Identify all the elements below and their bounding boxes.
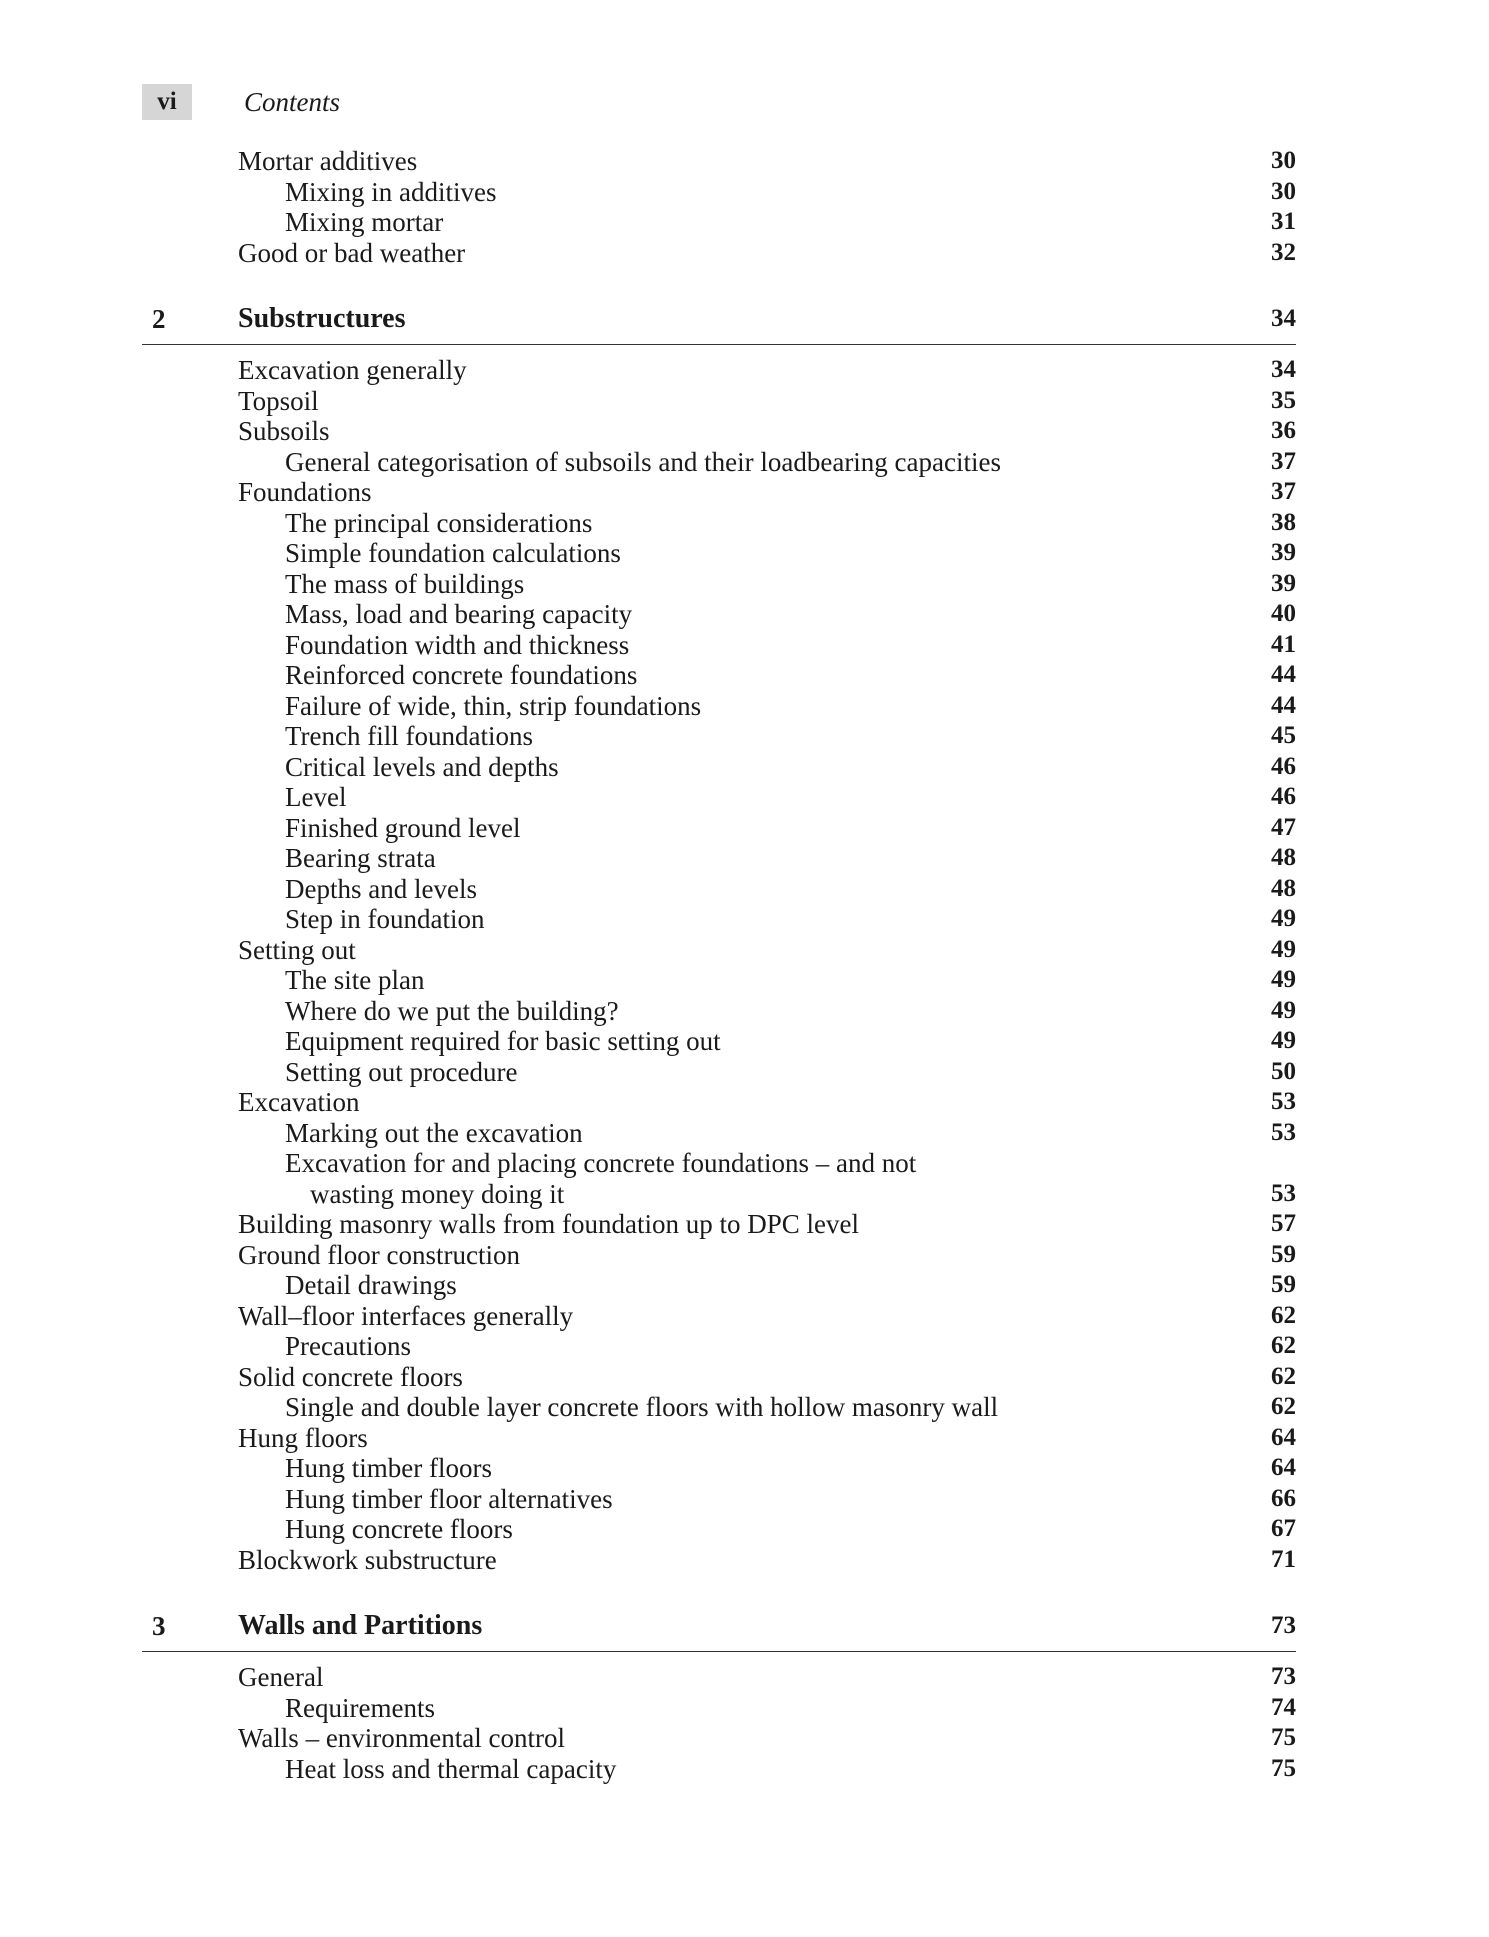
toc-entry-title: Walls – environmental control [238,1723,565,1753]
toc-entry-title: Failure of wide, thin, strip foundations [285,690,702,721]
toc-entry-title: Bearing strata [285,843,436,873]
toc-entry [0,874,1489,905]
toc-entry-page: 49 [1271,905,1296,932]
toc-entry [0,1392,1489,1423]
toc-entry-title: Detail drawings [285,1270,457,1300]
toc-entry-title: Subsoils [238,416,330,446]
toc-entry-page: 39 [1271,539,1296,566]
toc-entry-title: Excavation generally [238,355,467,385]
toc-entry [0,1693,1489,1724]
toc-entry-page: 31 [1271,208,1296,235]
toc-entry-title: Step in foundation [285,904,485,934]
toc-entry-title: Depths and levels [285,873,477,904]
chapter-heading [142,298,1296,345]
toc-entry-page: 48 [1271,844,1296,871]
chapter-heading [142,1605,1296,1652]
toc-entry-page: 64 [1271,1423,1296,1451]
toc-entry-title: Finished ground level [285,812,521,843]
toc-entry [0,904,1489,935]
toc-entry [0,355,1489,386]
toc-entry-page: 35 [1271,386,1296,414]
toc-entry [0,1331,1489,1362]
page-header [142,84,1292,120]
toc-entry-page: 41 [1271,630,1296,658]
toc-entry-page: 74 [1271,1693,1296,1721]
toc-entry [0,782,1489,813]
toc-entry [0,1545,1489,1576]
toc-entry [0,599,1489,630]
toc-entry [0,477,1489,508]
toc-entry-title: Single and double layer concrete floors with hollow masonry wall [285,1392,999,1422]
toc-entry-page: 47 [1271,813,1296,841]
toc-entry-title: Blockwork substructure [238,1544,497,1575]
toc-entry-page: 34 [1271,356,1296,383]
toc-entry [0,1754,1489,1785]
toc-entry [0,386,1489,417]
toc-entry [0,177,1489,208]
toc-entry-page: 32 [1271,238,1296,266]
toc-entry [0,1484,1489,1515]
toc-entry-page: 62 [1271,1332,1296,1359]
toc-entry-page: 49 [1271,1027,1296,1054]
toc-entry [0,1514,1489,1545]
toc-entry-page: 62 [1271,1362,1296,1390]
toc-entry-title: Foundations [238,477,372,507]
toc-entry-page: 45 [1271,722,1296,749]
toc-entry-page: 53 [1271,1179,1296,1207]
toc-entry-title: Setting out procedure [285,1056,518,1087]
toc-entry-page: 67 [1271,1515,1296,1542]
toc-entry-title: Where do we put the building? [285,995,619,1026]
toc-entry-page: 36 [1271,417,1296,444]
toc-entry-title: Solid concrete floors [238,1361,463,1392]
toc-entry-title: Trench fill foundations [285,721,533,751]
toc-entry [0,1057,1489,1088]
toc-entry-title: Topsoil [238,385,319,416]
toc-entry [0,1723,1489,1754]
toc-entry [0,1148,1489,1179]
toc-entry [0,1026,1489,1057]
chapter-page: 73 [1271,1612,1296,1639]
toc-entry [0,630,1489,661]
toc-entry-title: Hung timber floor alternatives [285,1483,613,1514]
table-of-contents [0,146,1489,1784]
toc-entry-title: Mixing in additives [285,176,497,207]
toc-entry-title: Requirements [285,1692,435,1723]
toc-entry [0,1209,1489,1240]
toc-entry-page: 37 [1271,478,1296,505]
toc-entry-page: 66 [1271,1484,1296,1512]
toc-entry-title: Critical levels and depths [285,751,559,782]
toc-entry-page: 59 [1271,1271,1296,1298]
toc-entry [0,1087,1489,1118]
toc-entry [0,1362,1489,1393]
chapter-title: Walls and Partitions [238,1610,483,1641]
toc-entry [0,813,1489,844]
toc-entry-title: Simple foundation calculations [285,538,621,568]
toc-entry-page: 49 [1271,935,1296,963]
toc-entry-page: 53 [1271,1088,1296,1115]
toc-entry-title: Wall–floor interfaces generally [238,1300,574,1331]
toc-entry-title: Hung floors [238,1422,368,1453]
toc-entry-page: 62 [1271,1393,1296,1420]
toc-entry [0,1453,1489,1484]
toc-entry-page: 71 [1271,1545,1296,1573]
toc-entry [0,1270,1489,1301]
toc-entry [0,660,1489,691]
toc-entry-title: General [238,1662,324,1692]
toc-entry-title: Reinforced concrete foundations [285,660,638,690]
toc-entry-page: 46 [1271,752,1296,780]
toc-entry-title: Heat loss and thermal capacity [285,1753,617,1784]
toc-entry-title: Marking out the excavation [285,1117,583,1148]
toc-entry [0,935,1489,966]
toc-entry-page: 75 [1271,1724,1296,1751]
toc-entry-page: 40 [1271,600,1296,627]
toc-entry [0,569,1489,600]
chapter-page: 34 [1271,305,1296,332]
toc-entry-title: Good or bad weather [238,237,466,268]
toc-entry-title: Precautions [285,1331,411,1361]
running-head: Contents [244,87,341,117]
toc-entry-title: Equipment required for basic setting out [285,1026,721,1056]
toc-entry-title: General categorisation of subsoils and their loadbearing capacities [285,446,1001,477]
toc-entry-page: 75 [1271,1754,1296,1782]
toc-entry [0,1301,1489,1332]
toc-entry-title: The mass of buildings [285,568,525,599]
toc-entry [0,207,1489,238]
toc-entry-title: Mixing mortar [285,207,444,237]
toc-entry [0,416,1489,447]
toc-entry-page: 48 [1271,874,1296,902]
toc-entry [0,1118,1489,1149]
toc-entry-title: The principal considerations [285,507,593,538]
toc-entry-page: 44 [1271,661,1296,688]
toc-entry-page: 38 [1271,508,1296,536]
toc-entry-page: 30 [1271,147,1296,174]
toc-entry-page: 37 [1271,447,1296,475]
toc-entry-title: Foundation width and thickness [285,629,630,660]
toc-entry-page: 49 [1271,966,1296,993]
toc-entry-page: 30 [1271,177,1296,205]
chapter-number: 2 [152,304,166,334]
toc-entry-title: Excavation for and placing concrete foundations – and not [285,1148,917,1178]
toc-entry-title: Mass, load and bearing capacity [285,599,633,629]
toc-entry-title: The site plan [285,965,425,995]
toc-entry-title: Ground floor construction [238,1239,520,1270]
toc-entry-page: 46 [1271,783,1296,810]
toc-entry-page: 73 [1271,1663,1296,1690]
toc-entry [0,1240,1489,1271]
toc-entry-title: Hung timber floors [285,1453,492,1483]
toc-entry-page: 50 [1271,1057,1296,1085]
toc-entry-page: 62 [1271,1301,1296,1329]
toc-entry-title: wasting money doing it [310,1178,565,1209]
toc-entry [0,1662,1489,1693]
toc-entry [0,238,1489,269]
toc-entry [0,721,1489,752]
toc-entry [0,752,1489,783]
toc-entry [0,447,1489,478]
toc-entry-title: Setting out [238,934,356,965]
toc-entry [0,1423,1489,1454]
toc-entry [0,843,1489,874]
toc-entry-page: 57 [1271,1210,1296,1237]
toc-entry [0,538,1489,569]
toc-entry-title: Level [285,782,347,812]
toc-entry [0,691,1489,722]
page-number: vi [142,84,192,120]
toc-entry-title: Mortar additives [238,146,418,176]
toc-entry [0,965,1489,996]
toc-entry-page: 64 [1271,1454,1296,1481]
toc-entry [0,1179,1489,1210]
toc-entry [0,996,1489,1027]
toc-entry-page: 53 [1271,1118,1296,1146]
toc-entry-title: Hung concrete floors [285,1514,513,1544]
toc-entry-title: Building masonry walls from foundation up to DPC level [238,1209,859,1239]
toc-entry-page: 59 [1271,1240,1296,1268]
toc-entry-page: 49 [1271,996,1296,1024]
toc-entry [0,146,1489,177]
chapter-number: 3 [152,1611,166,1641]
toc-entry [0,508,1489,539]
chapter-title: Substructures [238,303,406,334]
toc-entry-page: 44 [1271,691,1296,719]
toc-entry-page: 39 [1271,569,1296,597]
toc-entry-title: Excavation [238,1087,360,1117]
